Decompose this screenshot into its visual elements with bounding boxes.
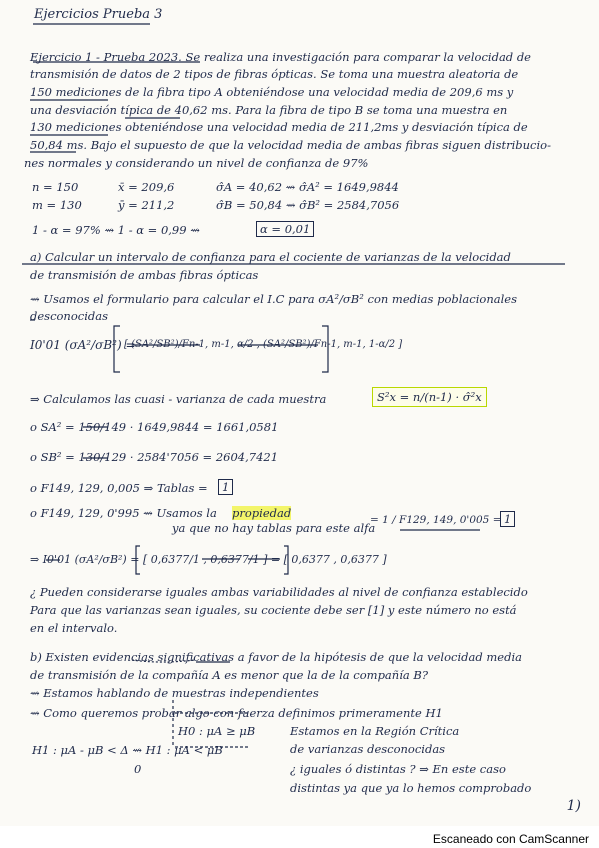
equal-question-1: ¿ Pueden considerarse iguales ambas variabilidades al nivel de confianza establecido	[30, 585, 528, 599]
ic-label: I0'01 (σA²/σB²) =	[30, 338, 136, 352]
ic-formula: [ (SA²/SB²)/Fn-1, m-1, α/2 , (SA²/SB²)/Fn-1, m-1, 1-α/2 ]	[124, 339, 403, 350]
delta-zero: 0	[134, 762, 142, 776]
f2-note: ya que no hay tablas para este alfa	[172, 521, 376, 535]
scanner-footer: Escaneado con CamScanner	[432, 832, 589, 846]
part-a-note-2: desconocidas	[30, 309, 109, 323]
ic-result: ⇒ I0'01 (σA²/σB²) = [ 0,6377/1 , 0,6377/1 ] = [ 0,6377 , 0,6377 ]	[30, 553, 387, 566]
statement-line-4: una desviación típica de 40,62 ms. Para la fibra de tipo B se toma una muestra en	[30, 103, 508, 117]
f2-propiedad: propiedad	[232, 506, 292, 520]
h1-hypothesis: H1 : μA - μB < Δ ⇝ H1 : μA < μB	[32, 743, 223, 757]
page-number: 1)	[566, 798, 581, 814]
quasi-note: ⇒ Calculamos las cuasi - varianza de cada muestra	[30, 392, 327, 406]
part-b-question-1: b) Existen evidencias significativas a favor de la hipótesis de que la velocidad media	[30, 650, 522, 664]
part-a-question-1: a) Calcular un intervalo de confianza para el cociente de varianzas de la velocidad	[30, 250, 511, 264]
part-b-question-2: de transmisión de la compañía A es menor que la de la compañía B?	[30, 668, 428, 682]
statement-line-3: 150 mediciones de la fibra tipo A obteniéndose una velocidad media de 209,6 ms y	[30, 85, 514, 99]
statement-line-1: Ejercicio 1 - Prueba 2023. Se realiza una investigación para comparar la velocidad de	[30, 50, 531, 64]
f2-result: = 1 / F129, 149, 0'005 =	[370, 514, 502, 526]
equal-question-3: en el intervalo.	[30, 621, 118, 635]
side-note-2: de varianzas desconocidas	[290, 742, 446, 756]
statement-line-2: transmisión de datos de 2 tipos de fibras ópticas. Se toma una muestra aleatoria de	[30, 67, 519, 81]
part-a-question-2: de transmisión de ambas fibras ópticas	[30, 268, 259, 282]
side-note-4: distintas ya que ya lo hemos comprobado	[290, 781, 532, 795]
part-a-note-1: ⇝ Usamos el formulario para calcular el I.C para σA²/σB² con medias poblacionales	[30, 292, 517, 306]
f1-box: 1	[218, 479, 233, 495]
part-b-note-2: ⇝ Como queremos probar algo con fuerza definimos primeramente H1	[30, 706, 443, 720]
quasi-formula-box: S²x = n/(n-1) · σ̂²x	[372, 387, 487, 407]
statement-line-7: nes normales y considerando un nivel de confianza de 97%	[24, 156, 369, 170]
statement-line-5: 130 mediciones obteniéndose una velocidad media de 211,2ms y desviación típica de	[30, 120, 528, 134]
data-sigma-b: σ̂B = 50,84 ⇝ σ̂B² = 2584,7056	[216, 198, 400, 212]
side-note-1: Estamos en la Región Crítica	[290, 724, 460, 738]
data-sigma-a: σ̂A = 40,62 ⇝ σ̂A² = 1649,9844	[216, 180, 399, 194]
confidence-line: 1 - α = 97% ⇝ 1 - α = 0,99 ⇝	[32, 223, 200, 237]
alpha-box: α = 0,01	[256, 221, 314, 237]
page-title: Ejercicios Prueba 3	[34, 7, 163, 22]
equal-question-2: Para que las varianzas sean iguales, su cociente debe ser [1] y este número no está	[30, 603, 517, 617]
data-m: m = 130	[32, 198, 82, 212]
part-b-note-1: ⇝ Estamos hablando de muestras independientes	[30, 686, 319, 700]
data-n: n = 150	[32, 180, 79, 194]
statement-line-6: 50,84 ms. Bajo el supuesto de que la velocidad media de ambas fibras siguen distribucio-	[30, 138, 551, 152]
h0-hypothesis: H0 : μA ≥ μB	[178, 724, 256, 738]
f2-box: 1	[500, 511, 515, 527]
f1-line: o F149, 129, 0,005 ⇒ Tablas =	[30, 481, 208, 495]
f2-line: o F149, 129, 0'995 ⇝ Usamos la	[30, 506, 217, 520]
sb-value: o SB² = 130/129 · 2584'7056 = 2604,7421	[30, 450, 279, 464]
data-xbar: x̄ = 209,6	[118, 180, 175, 194]
side-note-3: ¿ iguales ó distintas ? ⇒ En este caso	[290, 762, 506, 776]
data-ybar: ȳ = 211,2	[118, 198, 175, 212]
sa-value: o SA² = 150/149 · 1649,9844 = 1661,0581	[30, 420, 279, 434]
